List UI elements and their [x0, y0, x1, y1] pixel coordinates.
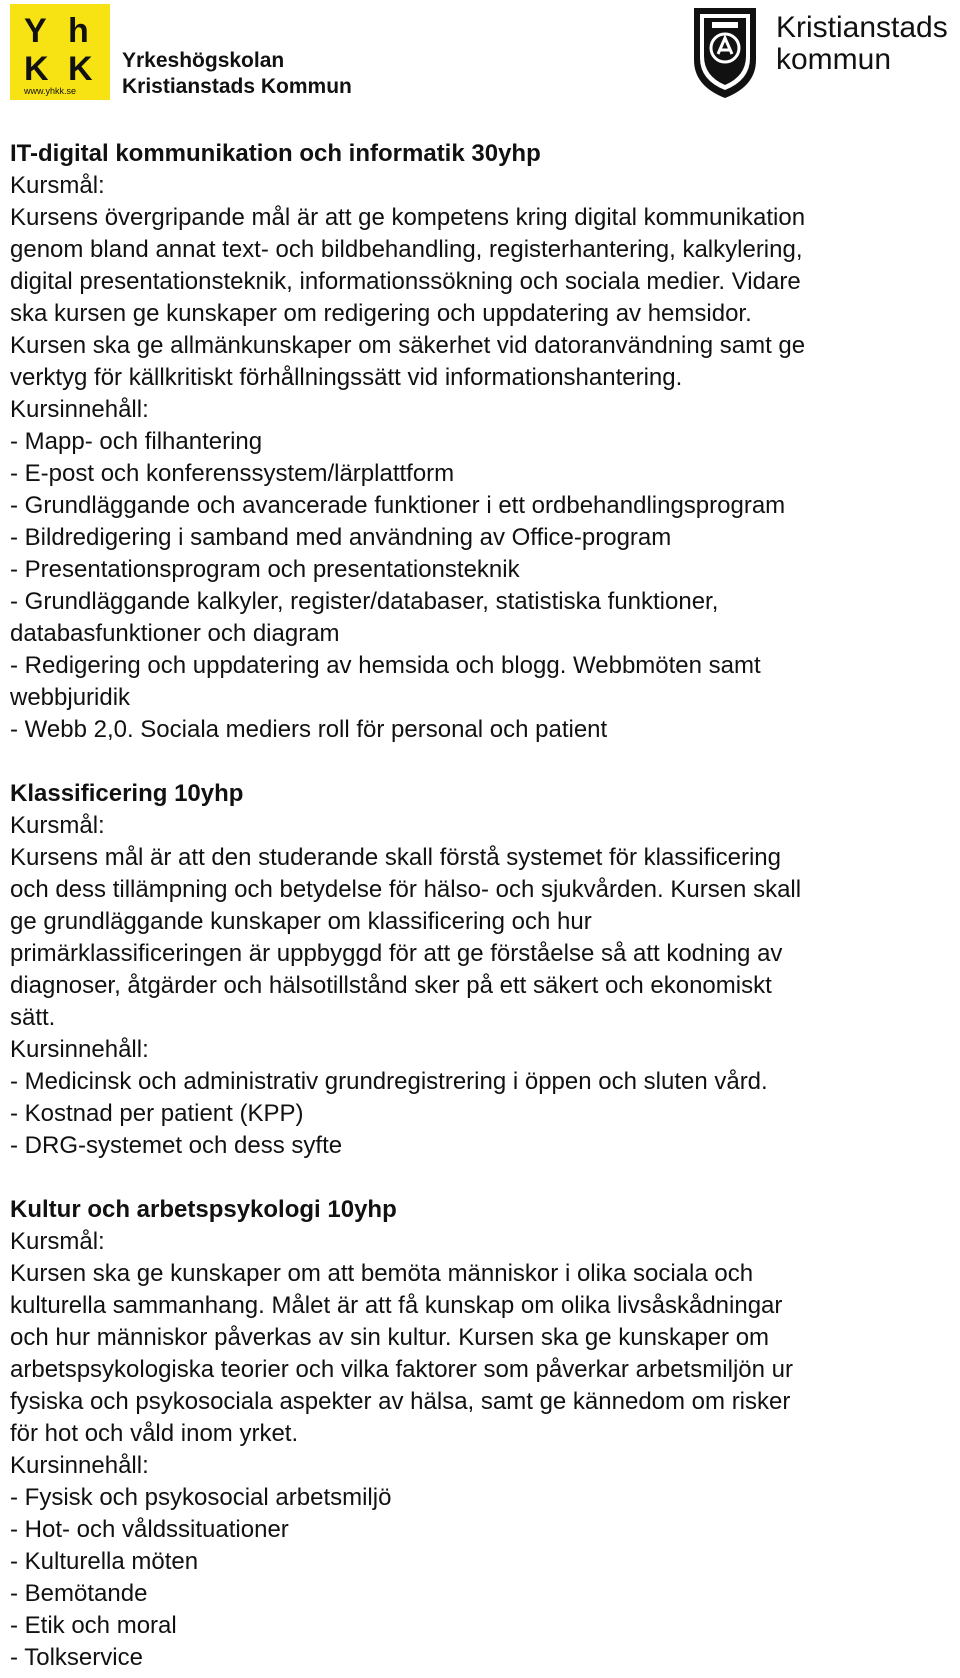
school-name-line1: Yrkeshögskolan	[122, 49, 285, 72]
course-goal-line: och hur människor påverkas av sin kultur. Kursen ska ge kunskaper om	[10, 1324, 770, 1351]
document-body	[10, 138, 950, 1674]
course-content-item: - Kulturella möten	[10, 1548, 199, 1575]
yhkk-logo-letter: K	[68, 50, 93, 88]
yhkk-logo-letter: K	[24, 50, 49, 88]
course-goal-line: Kursens övergripande mål är att ge kompetens kring digital kommunikation	[10, 204, 806, 231]
course-goal-line: Kursen ska ge kunskaper om att bemöta människor i olika sociala och	[10, 1260, 754, 1287]
kommun-name-line2: kommun	[776, 43, 892, 76]
course-content-label: Kursinnehåll:	[10, 1452, 149, 1479]
course-goal-line: verktyg för källkritiskt förhållningssätt vid informationshantering.	[10, 364, 683, 391]
course-goal-label: Kursmål:	[10, 812, 105, 839]
course-content-item: - DRG-systemet och dess syfte	[10, 1132, 343, 1159]
course-goal-line: för hot och våld inom yrket.	[10, 1420, 299, 1447]
course-content-item: databasfunktioner och diagram	[10, 620, 340, 647]
coat-of-arms-icon	[690, 4, 760, 100]
course-goal-line: kulturella sammanhang. Målet är att få kunskap om olika livsåskådningar	[10, 1292, 783, 1319]
course-goal-label: Kursmål:	[10, 1228, 105, 1255]
course-content-label: Kursinnehåll:	[10, 1036, 149, 1063]
course-content-item: - Medicinsk och administrativ grundregistrering i öppen och sluten vård.	[10, 1068, 768, 1095]
course-goal-line: ge grundläggande kunskaper om klassificering och hur	[10, 908, 592, 935]
course-goal-line: sätt.	[10, 1004, 56, 1031]
course-content-item: - Presentationsprogram och presentationsteknik	[10, 556, 520, 583]
course-content-item: - Webb 2,0. Sociala mediers roll för personal och patient	[10, 716, 608, 743]
course-content-item: - Grundläggande och avancerade funktioner i ett ordbehandlingsprogram	[10, 492, 786, 519]
course-goal-line: genom bland annat text- och bildbehandling, registerhantering, kalkylering,	[10, 236, 803, 263]
course-content-item: - E-post och konferenssystem/lärplattform	[10, 460, 455, 487]
section-spacer	[10, 1162, 950, 1194]
course-goal-label: Kursmål:	[10, 172, 105, 199]
school-name-line2: Kristianstads Kommun	[122, 75, 352, 98]
course-content-item: - Fysisk och psykosocial arbetsmiljö	[10, 1484, 392, 1511]
course-goal-line: diagnoser, åtgärder och hälsotillstånd sker på ett säkert och ekonomiskt	[10, 972, 772, 999]
course-goal-line: Kursen ska ge allmänkunskaper om säkerhet vid datoranvändning samt ge	[10, 332, 806, 359]
course-content-item: - Tolkservice	[10, 1644, 143, 1671]
course-goal-line: och dess tillämpning och betydelse för hälso- och sjukvården. Kursen skall	[10, 876, 802, 903]
course-section	[10, 1194, 950, 1674]
course-content-item: - Bildredigering i samband med användning av Office-program	[10, 524, 672, 551]
course-content-item: webbjuridik	[10, 684, 131, 711]
course-title: IT-digital kommunikation och informatik 30yhp	[10, 140, 541, 167]
course-content-item: - Bemötande	[10, 1580, 148, 1607]
course-content-item: - Etik och moral	[10, 1612, 177, 1639]
kommun-name	[776, 12, 948, 76]
school-name	[122, 48, 352, 100]
course-content-label: Kursinnehåll:	[10, 396, 149, 423]
yhkk-logo-url: www.yhkk.se	[24, 86, 77, 96]
course-goal-line: Kursens mål är att den studerande skall förstå systemet för klassificering	[10, 844, 781, 871]
course-content-item: - Kostnad per patient (KPP)	[10, 1100, 304, 1127]
course-section	[10, 778, 950, 1162]
course-content-item: - Hot- och våldssituationer	[10, 1516, 289, 1543]
course-section	[10, 138, 950, 746]
course-goal-line: fysiska och psykosociala aspekter av hälsa, samt ge kännedom om risker	[10, 1388, 791, 1415]
yhkk-logo-letter: Y	[24, 12, 47, 50]
yhkk-logo	[10, 4, 110, 100]
section-spacer	[10, 746, 950, 778]
yhkk-logo-letter: h	[68, 12, 89, 50]
course-title: Klassificering 10yhp	[10, 780, 244, 807]
course-title: Kultur och arbetspsykologi 10yhp	[10, 1196, 397, 1223]
course-content-item: - Grundläggande kalkyler, register/databaser, statistiska funktioner,	[10, 588, 719, 615]
document-header	[0, 0, 960, 110]
course-goal-line: arbetspsykologiska teorier och vilka faktorer som påverkar arbetsmiljön ur	[10, 1356, 793, 1383]
course-goal-line: digital presentationsteknik, informationssökning och sociala medier. Vidare	[10, 268, 801, 295]
kommun-name-line1: Kristianstads	[776, 11, 948, 44]
course-content-item: - Redigering och uppdatering av hemsida och blogg. Webbmöten samt	[10, 652, 761, 679]
course-content-item: - Mapp- och filhantering	[10, 428, 263, 455]
course-goal-line: ska kursen ge kunskaper om redigering och uppdatering av hemsidor.	[10, 300, 752, 327]
course-goal-line: primärklassificeringen är uppbyggd för att ge förståelse så att kodning av	[10, 940, 783, 967]
